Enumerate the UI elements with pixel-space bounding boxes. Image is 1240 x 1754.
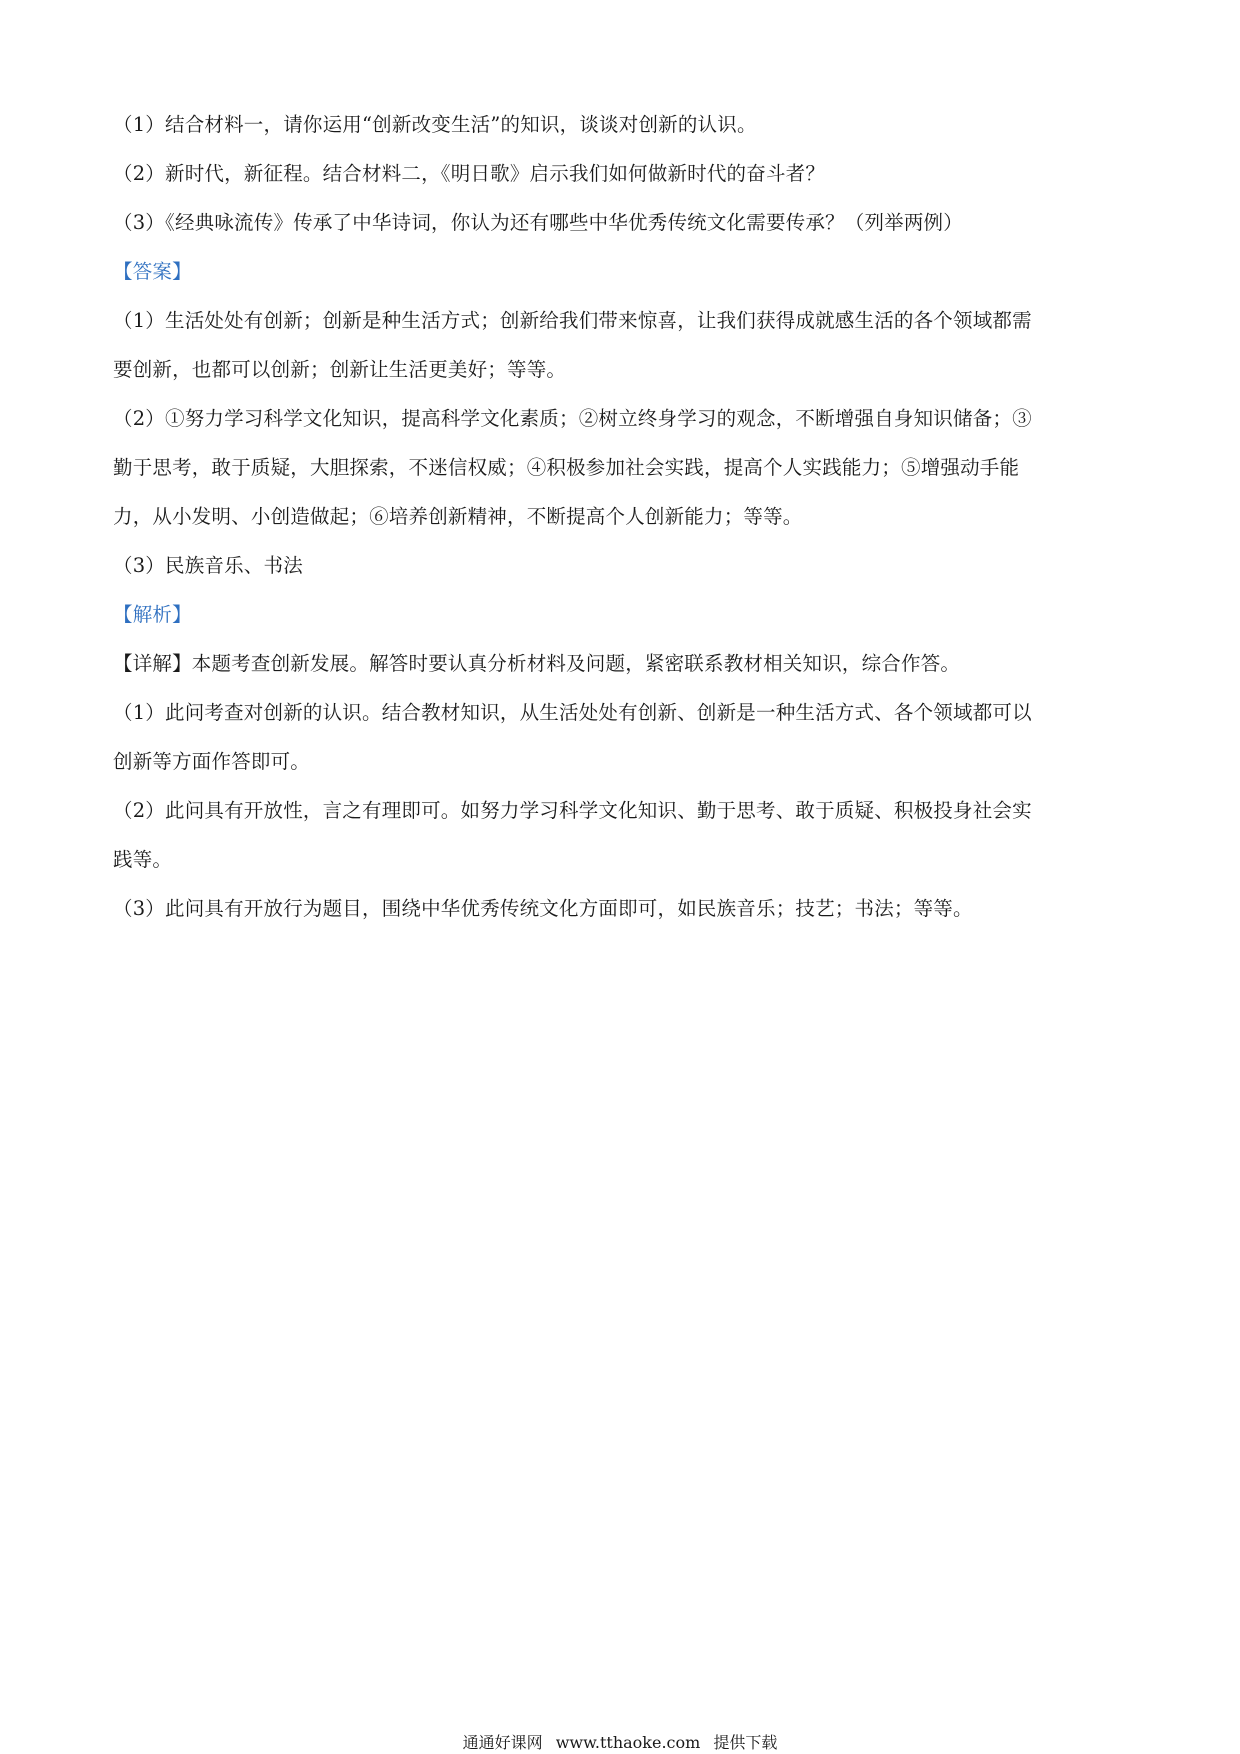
answer-line: （2）①努力学习科学文化知识，提高科学文化素质；②树立终身学习的观念，不断增强自身知识储备；③ [113,407,1032,430]
analysis-line: 创新等方面作答即可。 [113,750,311,773]
page-footer [0,1730,1240,1753]
analysis-line: （2）此问具有开放性，言之有理即可。如努力学习科学文化知识、勤于思考、敢于质疑、积极投身社会实 [113,799,1032,822]
answer-line: 力，从小发明、小创造做起；⑥培养创新精神，不断提高个人创新能力；等等。 [113,505,803,528]
footer-site-name: 通通好课网 [462,1733,543,1752]
footer-suffix: 提供下载 [713,1733,778,1752]
document-body [113,100,1133,933]
answer-line: 勤于思考，敢于质疑，大胆探索，不迷信权威；④积极参加社会实践，提高个人实践能力；⑤增强动手能 [113,456,1020,479]
answer-line: （3）民族音乐、书法 [113,554,303,577]
analysis-line: 践等。 [113,848,173,871]
footer-url[interactable]: www.tthaoke.com [555,1733,701,1752]
analysis-line: （3）此问具有开放行为题目，围绕中华优秀传统文化方面即可，如民族音乐；技艺；书法；等等。 [113,897,973,920]
question-1: （1）结合材料一，请你运用“创新改变生活”的知识，谈谈对创新的认识。 [113,113,757,136]
analysis-line: 【详解】本题考查创新发展。解答时要认真分析材料及问题，紧密联系教材相关知识，综合作答。 [113,652,961,675]
answer-line: 要创新，也都可以创新；创新让生活更美好；等等。 [113,358,567,381]
analysis-line: （1）此问考查对创新的认识。结合教材知识，从生活处处有创新、创新是一种生活方式、各个领域都可以 [113,701,1032,724]
question-3: （3）《经典咏流传》传承了中华诗词，你认为还有哪些中华优秀传统文化需要传承？（列举两例） [113,211,963,234]
answer-line: （1）生活处处有创新；创新是种生活方式；创新给我们带来惊喜，让我们获得成就感生活的各个领域都需 [113,309,1032,332]
analysis-heading: 【解析】 [113,603,192,626]
answer-heading: 【答案】 [113,260,192,283]
question-2: （2）新时代，新征程。结合材料二，《明日歌》启示我们如何做新时代的奋斗者？ [113,162,826,185]
